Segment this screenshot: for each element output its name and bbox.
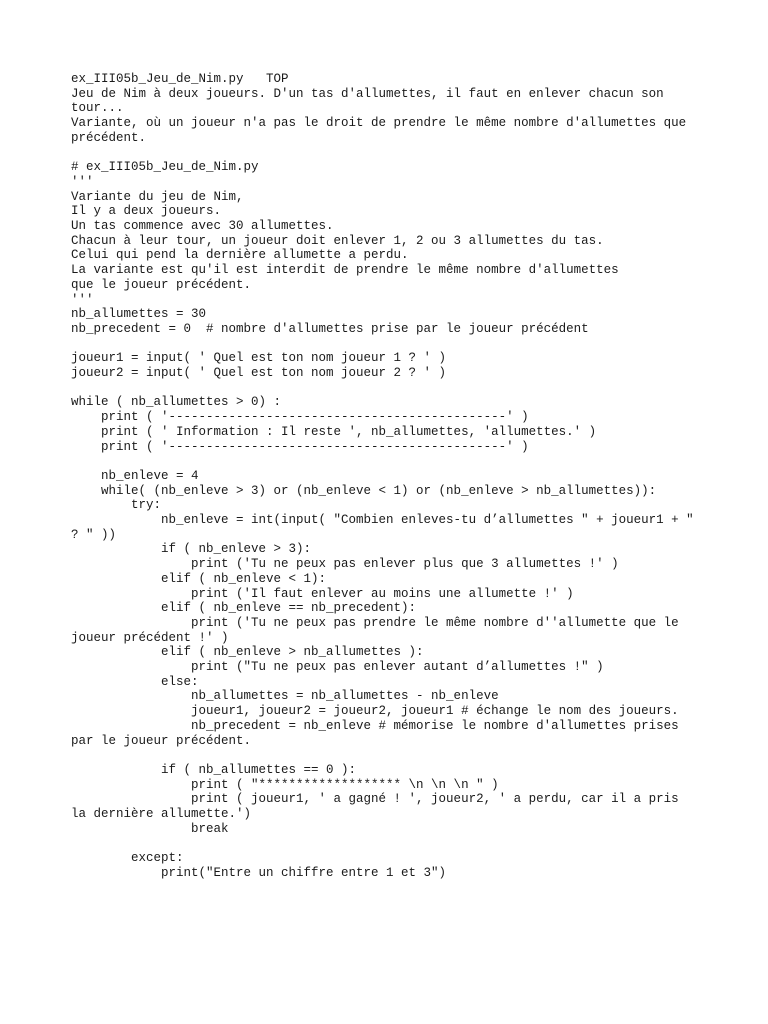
code-line: Celui qui pend la dernière allumette a perdu. (71, 248, 409, 263)
header-line: Jeu de Nim à deux joueurs. D'un tas d'allumettes, il faut en enlever chacun son (71, 86, 664, 101)
code-line: break (71, 821, 229, 836)
document-title: ex_III05b_Jeu_de_Nim.py TOP (71, 72, 289, 86)
code-line: nb_precedent = 0 # nombre d'allumettes prise par le joueur précédent (71, 321, 589, 336)
code-line: nb_enleve = 4 (71, 468, 199, 483)
code-line (71, 836, 711, 851)
code-line: print ('Tu ne peux pas prendre le même nombre d''allumette que le (71, 615, 679, 630)
code-line: joueur1 = input( ' Quel est ton nom joueur 1 ? ' ) (71, 351, 447, 366)
header-line: tour... (71, 101, 124, 116)
code-line: print("Entre un chiffre entre 1 et 3") (71, 865, 447, 880)
code-line: ? " )) (71, 527, 117, 542)
code-line: Variante du jeu de Nim, (71, 189, 244, 204)
code-line: print ( '---------------------------------------------' ) (71, 410, 529, 425)
code-line: nb_enleve = int(input( "Combien enleves-tu d’allumettes " + joueur1 + " (71, 513, 694, 528)
code-line (71, 454, 711, 469)
code-line: print ( ' Information : Il reste ', nb_allumettes, 'allumettes.' ) (71, 424, 597, 439)
code-line: print ( "******************* \n \n \n " ) (71, 777, 499, 792)
code-line: ''' (71, 174, 94, 189)
code-line: print ("Tu ne peux pas enlever autant d’allumettes !" ) (71, 660, 604, 675)
code-line: nb_allumettes = nb_allumettes - nb_enleve (71, 689, 499, 704)
code-line: # ex_III05b_Jeu_de_Nim.py (71, 160, 259, 175)
code-line: print ('Il faut enlever au moins une allumette !' ) (71, 586, 574, 601)
code-line: print ( '---------------------------------------------' ) (71, 439, 529, 454)
code-line: ''' (71, 292, 94, 307)
document-header (71, 72, 711, 146)
code-line (71, 381, 711, 396)
code-line: elif ( nb_enleve == nb_precedent): (71, 601, 417, 616)
header-description (71, 87, 711, 146)
code-line: nb_precedent = nb_enleve # mémorise le nombre d'allumettes prises (71, 718, 679, 733)
code-line: while ( nb_allumettes > 0) : (71, 395, 282, 410)
code-line: La variante est qu'il est interdit de prendre le même nombre d'allumettes (71, 263, 619, 278)
code-line: try: (71, 498, 162, 513)
code-line: if ( nb_allumettes == 0 ): (71, 762, 357, 777)
header-line: précédent. (71, 130, 147, 145)
code-line: print ( joueur1, ' a gagné ! ', joueur2, ' a perdu, car il a pris (71, 792, 679, 807)
code-line: joueur précédent !' ) (71, 630, 229, 645)
code-line: else: (71, 674, 199, 689)
header-line: Variante, où un joueur n'a pas le droit de prendre le même nombre d'allumettes que (71, 116, 687, 131)
code-line: la dernière allumette.') (71, 807, 252, 822)
code-line: while( (nb_enleve > 3) or (nb_enleve < 1) or (nb_enleve > nb_allumettes)): (71, 483, 657, 498)
code-line: elif ( nb_enleve > nb_allumettes ): (71, 645, 424, 660)
code-line: nb_allumettes = 30 (71, 307, 207, 322)
code-line: elif ( nb_enleve < 1): (71, 571, 327, 586)
code-line: par le joueur précédent. (71, 733, 252, 748)
document-page (71, 72, 711, 881)
code-line: if ( nb_enleve > 3): (71, 542, 312, 557)
code-line: Chacun à leur tour, un joueur doit enlever 1, 2 ou 3 allumettes du tas. (71, 233, 604, 248)
code-line: joueur1, joueur2 = joueur2, joueur1 # échange le nom des joueurs. (71, 704, 679, 719)
code-line: Un tas commence avec 30 allumettes. (71, 219, 334, 234)
code-line (71, 337, 711, 352)
code-line: Il y a deux joueurs. (71, 204, 222, 219)
code-listing (71, 160, 711, 880)
code-line: joueur2 = input( ' Quel est ton nom joueur 2 ? ' ) (71, 366, 447, 381)
code-line: print ('Tu ne peux pas enlever plus que 3 allumettes !' ) (71, 557, 619, 572)
code-line (71, 748, 711, 763)
code-line: que le joueur précédent. (71, 277, 252, 292)
code-line: except: (71, 851, 184, 866)
